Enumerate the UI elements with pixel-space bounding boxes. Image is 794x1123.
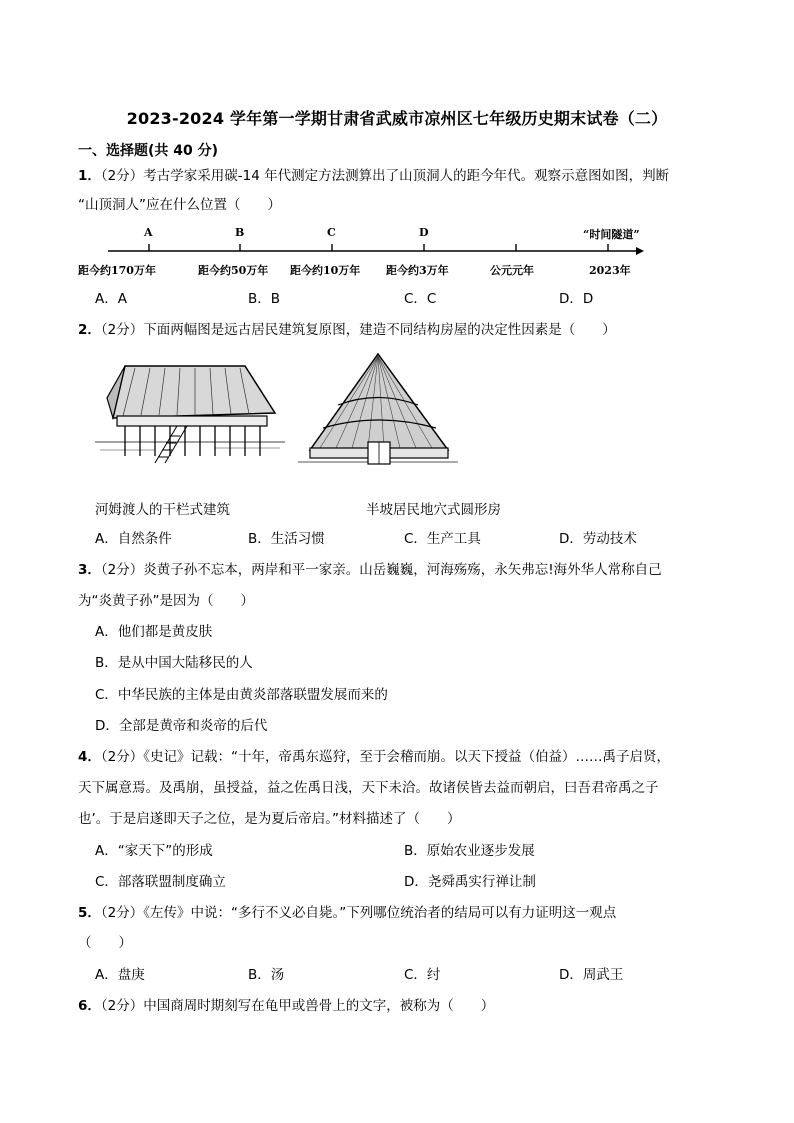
question-3-option-d[interactable]: D．全部是黄帝和炎帝的后代 <box>95 718 268 734</box>
timeline-point-a: A <box>144 226 153 239</box>
section-heading: 一、选择题(共 40 分) <box>78 143 219 159</box>
exam-title: 2023-2024 学年第一学期甘肃省武威市凉州区七年级历史期末试卷（二） <box>126 109 668 128</box>
question-4-line-1 <box>78 747 670 767</box>
question-1-line-1 <box>78 166 669 186</box>
question-4-line-2: 天下属意焉。及禹崩，虽授益，益之佐禹日浅，天下未洽。故诸侯皆去益而朝启，曰吾君帝禹之子 <box>78 780 659 796</box>
question-5-line-1 <box>78 903 616 923</box>
question-3-option-a[interactable]: A．他们都是黄皮肤 <box>95 624 213 640</box>
timeline-label-10wan: 距今约10万年 <box>290 264 361 277</box>
timeline-label-ad1: 公元元年 <box>490 264 534 277</box>
timeline-diagram <box>78 224 648 286</box>
question-5-line-2: （ ） <box>78 935 132 951</box>
question-2-option-b[interactable]: B．生活习惯 <box>248 531 325 547</box>
caption-round-house: 半坡居民地穴式圆形房 <box>366 502 501 518</box>
question-3-line-2: 为“炎黄子孙”是因为（ ） <box>78 593 254 609</box>
question-5-option-c[interactable]: C．纣 <box>404 967 441 983</box>
caption-stilt-house: 河姆渡人的干栏式建筑 <box>95 502 230 518</box>
timeline-tunnel-label: “时间隧道” <box>583 228 640 241</box>
question-6-line-1 <box>78 996 494 1016</box>
question-1-text: （2分）考古学家采用碳-14 年代测定方法测算出了山顶洞人的距今年代。观察示意图如图，判断 <box>100 168 670 184</box>
question-3-option-c[interactable]: C．中华民族的主体是由黄炎部落联盟发展而来的 <box>95 687 388 703</box>
question-3-text: （2分）炎黄子孙不忘本，两岸和平一家亲。山岳巍巍，河海殇殇，永矢弗忘!海外华人常称自己 <box>100 562 662 578</box>
timeline-label-170wan: 距今约170万年 <box>78 264 156 277</box>
question-4-text: （2分）《史记》记载：“十年，帝禹东巡狩，至于会稽而崩。以天下授益（伯益）……禹子启贤， <box>100 749 670 765</box>
question-4-option-a[interactable]: A．“家天下”的形成 <box>95 843 213 859</box>
question-2-option-d[interactable]: D．劳动技术 <box>559 531 637 547</box>
question-2-line-1 <box>78 320 616 340</box>
timeline-label-50wan: 距今约50万年 <box>198 264 269 277</box>
question-5-option-a[interactable]: A．盘庚 <box>95 967 145 983</box>
question-1-number: 1． <box>78 168 101 184</box>
question-2-option-c[interactable]: C．生产工具 <box>404 531 481 547</box>
stilt-house-illustration <box>95 358 285 468</box>
timeline-label-3wan: 距今约3万年 <box>386 264 449 277</box>
question-4-option-c[interactable]: C．部落联盟制度确立 <box>95 874 226 890</box>
question-3-option-b[interactable]: B．是从中国大陆移民的人 <box>95 655 253 671</box>
question-1-option-d[interactable]: D．D <box>559 291 594 307</box>
question-6-number: 6． <box>78 998 101 1014</box>
question-1-option-c[interactable]: C．C <box>404 291 437 307</box>
timeline-point-c: C <box>327 226 336 239</box>
question-3-number: 3． <box>78 562 101 578</box>
timeline-axis <box>78 224 648 286</box>
question-4-number: 4． <box>78 749 101 765</box>
timeline-point-d: D <box>419 226 429 239</box>
question-2-option-a[interactable]: A．自然条件 <box>95 531 172 547</box>
timeline-point-b: B <box>235 226 245 239</box>
question-6-text: （2分）中国商周时期刻写在龟甲或兽骨上的文字，被称为（ ） <box>100 998 495 1014</box>
round-house-illustration <box>298 350 458 472</box>
timeline-label-2023: 2023年 <box>589 264 631 277</box>
question-4-option-b[interactable]: B．原始农业逐步发展 <box>404 843 535 859</box>
question-4-option-d[interactable]: D．尧舜禹实行禅让制 <box>404 874 536 890</box>
question-5-text: （2分）《左传》中说：“多行不义必自毙。”下列哪位统治者的结局可以有力证明这一观点 <box>100 905 617 921</box>
question-2-text: （2分）下面两幅图是远古居民建筑复原图，建造不同结构房屋的决定性因素是（ ） <box>100 322 616 338</box>
question-4-line-3: 也’。于是启遂即天子之位，是为夏后帝启。”材料描述了（ ） <box>78 811 461 827</box>
question-5-number: 5． <box>78 905 101 921</box>
question-5-option-d[interactable]: D．周武王 <box>559 967 624 983</box>
question-5-option-b[interactable]: B．汤 <box>248 967 285 983</box>
question-3-line-1 <box>78 560 662 580</box>
question-2-number: 2． <box>78 322 101 338</box>
question-1-option-b[interactable]: B．B <box>248 291 281 307</box>
question-1-line-2: “山顶洞人”应在什么位置（ ） <box>78 197 281 213</box>
question-1-option-a[interactable]: A．A <box>95 291 127 307</box>
